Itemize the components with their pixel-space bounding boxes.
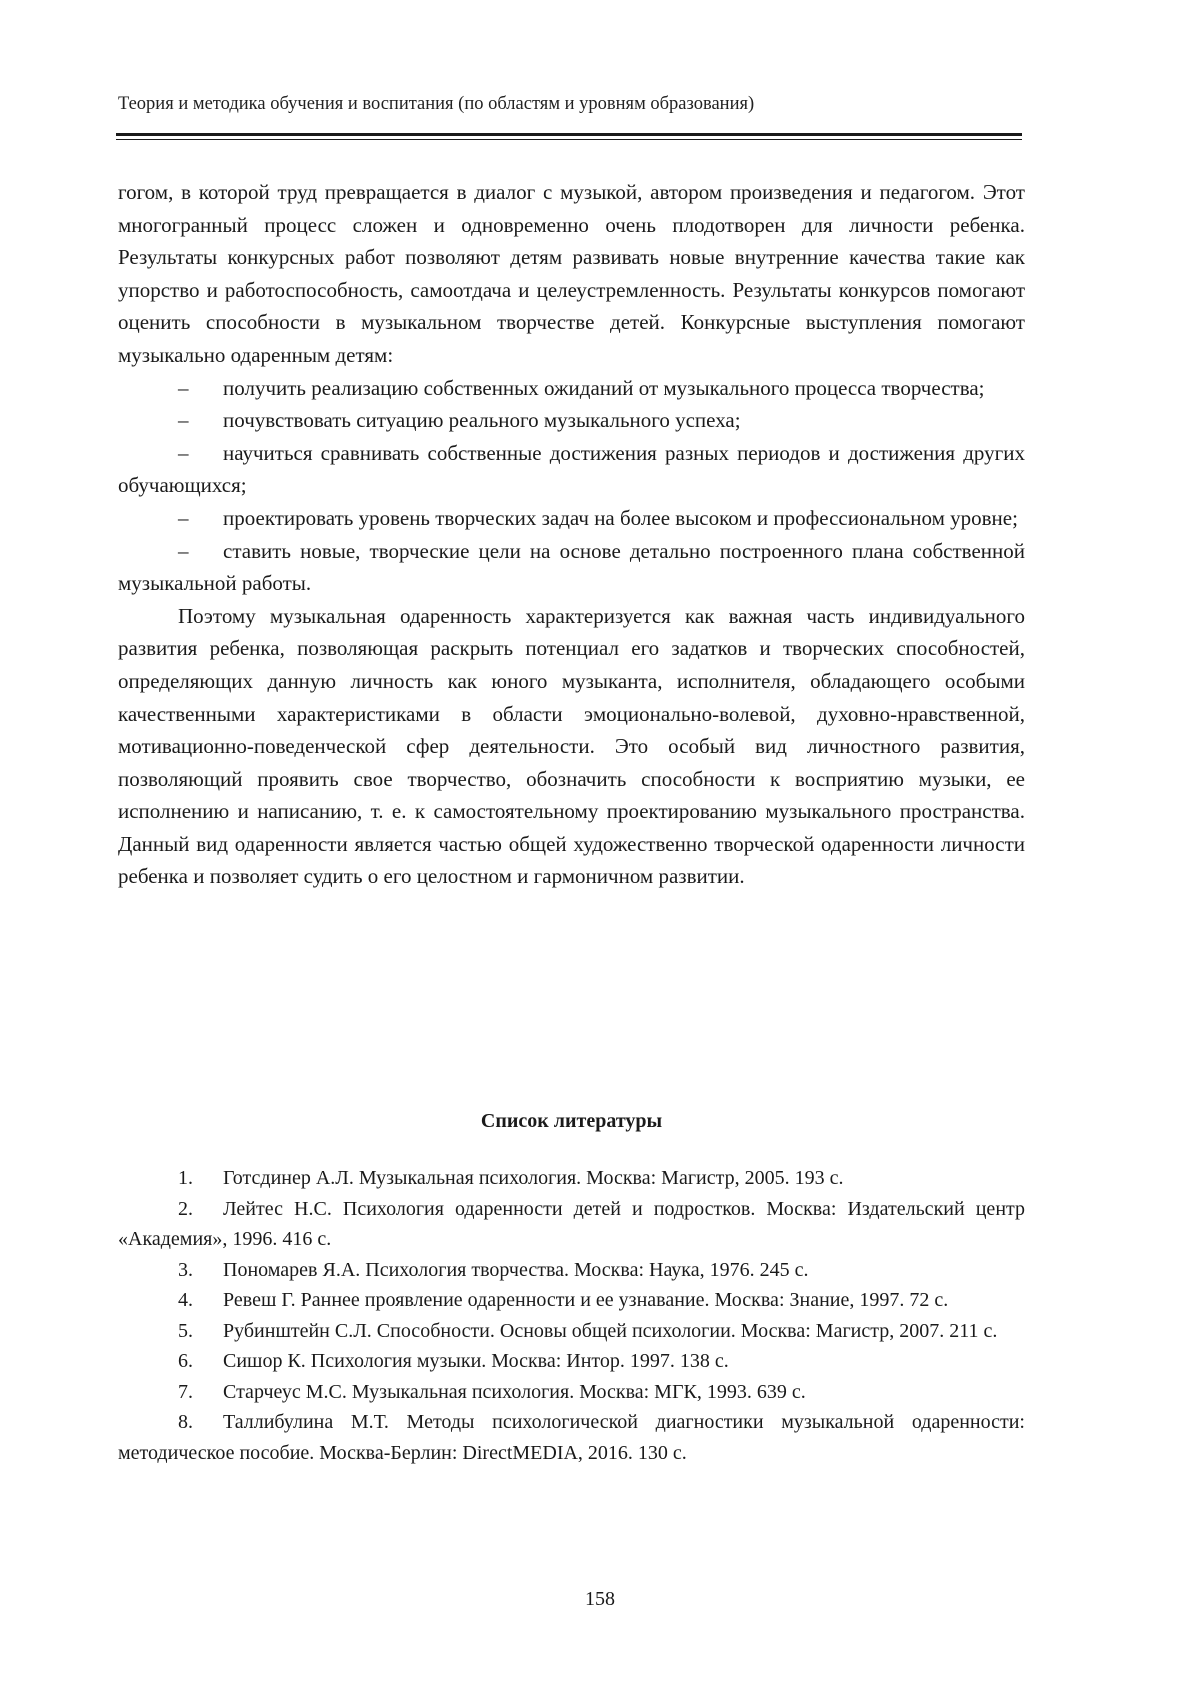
bullet-text: получить реализацию собственных ожиданий от музыкального процесса творчества;	[223, 375, 985, 400]
bullet-text: почувствовать ситуацию реального музыкального успеха;	[223, 408, 741, 433]
dash-marker: –	[178, 505, 189, 530]
reference-item	[118, 1377, 1025, 1408]
running-header: Теория и методика обучения и воспитания (по областям и уровням образования)	[118, 94, 755, 114]
reference-text: Рубинштейн С.Л. Способности. Основы общей психологии. Москва: Магистр, 2007. 211 с.	[223, 1319, 998, 1342]
reference-text: Старчеус М.С. Музыкальная психология. Москва: МГК, 1993. 639 с.	[223, 1380, 806, 1403]
reference-item	[118, 1407, 1025, 1468]
bullet-item	[118, 535, 1025, 600]
bullet-text: ставить новые, творческие цели на основе детально построенного плана собственной музыкальной работы.	[118, 538, 1025, 596]
main-text	[118, 176, 1025, 893]
dash-marker: –	[178, 440, 189, 465]
reference-item	[118, 1285, 1025, 1316]
references-title: Список литературы	[480, 1110, 663, 1132]
reference-text: Таллибулина М.Т. Методы психологической диагностики музыкальной одаренности: методическое пособие. Москва-Берлин: DirectMEDIA, 2016. 130 с.	[118, 1411, 1025, 1464]
reference-item	[118, 1163, 1025, 1194]
reference-number: 7.	[178, 1380, 193, 1403]
reference-number: 8.	[178, 1411, 193, 1433]
reference-text: Ревеш Г. Раннее проявление одаренности и ее узнавание. Москва: Знание, 1997. 72 с.	[223, 1289, 949, 1311]
paragraph-conclusion: Поэтому музыкальная одаренность характеризуется как важная часть индивидуального развития ребенка, позволяющая раскрыть потенциал его задатков и творческих способностей, определяющих данную личность как юного музыканта, исполнителя, обладающего особыми качественными характеристиками в области эмоционально-волевой, духовно-нравственной, мотивационно-поведенческой сфер деятельности. Это особый вид личностного развития, позволяющий проявить свое творчество, обозначить способности к восприятию музыки, ее исполнению и написанию, т. е. к самостоятельному проектированию музыкального пространства. Данный вид одаренности является частью общей художественно творческой одаренности личности ребенка и позволяет судить о его целостном и гармоничном развитии.	[118, 603, 1025, 889]
paragraph-continued: гогом, в которой труд превращается в диалог с музыкой, автором произведения и педагогом. Этот многогранный процесс сложен и одновременно очень плодотворен для личности ребенка. Результаты конкурсных работ позволяют детям развивать новые внутренние качества такие как упорство и работоспособность, самоотдача и целеустремленность. Результаты конкурсов помогают оценить способности в музыкальном творчестве детей. Конкурсные выступления помогают музыкально одаренным детям:	[118, 180, 1025, 367]
bullet-item	[118, 437, 1025, 502]
bullet-item	[118, 502, 1025, 535]
dash-marker: –	[178, 375, 189, 400]
reference-item	[118, 1194, 1025, 1255]
reference-text: Сишор К. Психология музыки. Москва: Интор. 1997. 138 с.	[223, 1350, 729, 1372]
reference-item	[118, 1316, 1025, 1347]
dash-marker: –	[178, 408, 189, 433]
bullet-text: проектировать уровень творческих задач на более высоком и профессиональном уровне;	[223, 505, 1018, 530]
bullet-text: научиться сравнивать собственные достижения разных периодов и достижения других обучающихся;	[118, 440, 1025, 498]
dash-marker: –	[178, 538, 189, 563]
reference-number: 4.	[178, 1289, 193, 1311]
reference-text: Готсдинер А.Л. Музыкальная психология. Москва: Магистр, 2005. 193 с.	[223, 1167, 844, 1189]
reference-text: Пономарев Я.А. Психология творчества. Москва: Наука, 1976. 245 с.	[223, 1258, 809, 1281]
reference-number: 3.	[178, 1258, 193, 1281]
reference-number: 1.	[178, 1167, 193, 1189]
header-rule-thin	[116, 139, 1022, 140]
reference-item	[118, 1346, 1025, 1377]
reference-number: 6.	[178, 1350, 193, 1372]
reference-number: 5.	[178, 1319, 193, 1342]
reference-number: 2.	[178, 1197, 193, 1220]
header-rule-thick	[116, 133, 1022, 136]
reference-item	[118, 1255, 1025, 1286]
reference-text: Лейтес Н.С. Психология одаренности детей и подростков. Москва: Издательский центр «Академия», 1996. 416 с.	[118, 1197, 1025, 1250]
bullet-item	[118, 404, 1025, 437]
page-number: 158	[585, 1588, 615, 1610]
bullet-item	[118, 372, 1025, 405]
references-list	[118, 1163, 1025, 1468]
